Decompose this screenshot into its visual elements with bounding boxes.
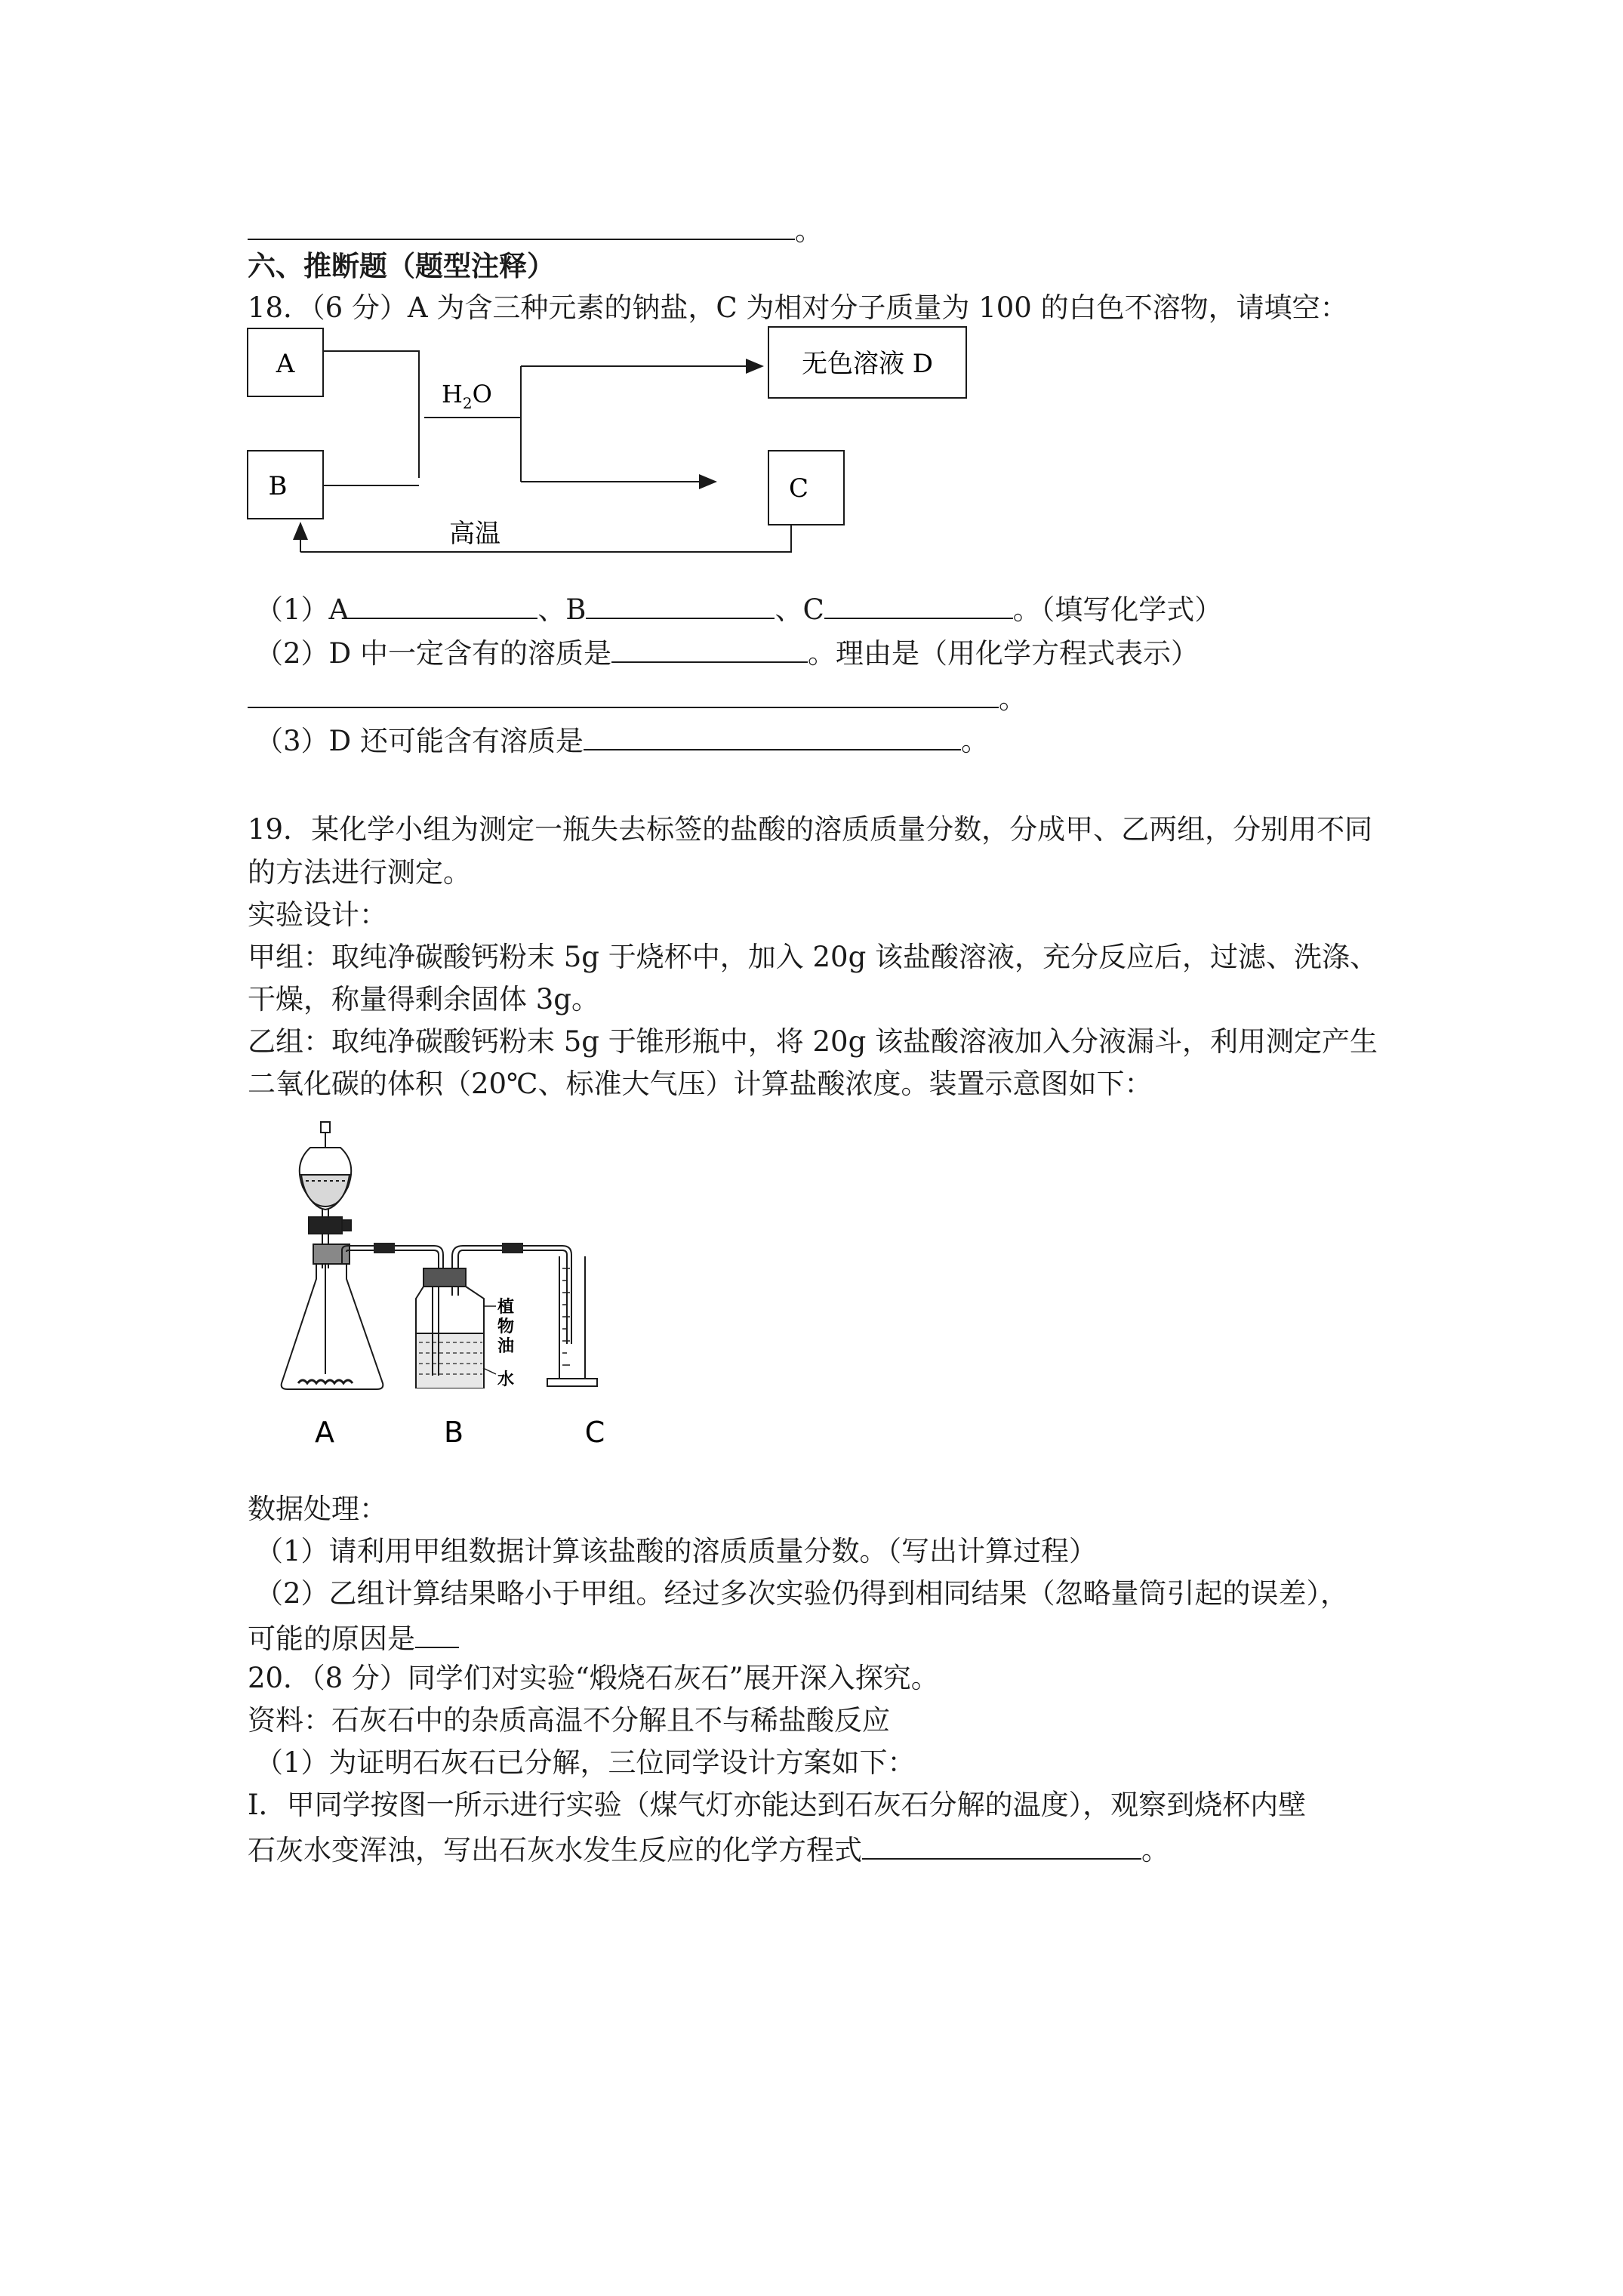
water-label: $H_2O$ [442, 380, 492, 412]
q20-i-line1: Ⅰ．甲同学按图一所示进行实验（煤气灯亦能达到石灰石分解的温度），观察到烧杯内壁 [248, 1789, 1307, 1821]
box-b-label: B [268, 471, 288, 501]
q18-stem: 18．（6 分）A 为含三种元素的钠盐，C 为相对分子质量为 100 的白色不溶物，请填空： [248, 291, 1348, 324]
q19-stem-line2: 的方法进行测定。 [248, 856, 471, 889]
section-heading: 六、推断题（题型注释） [248, 249, 555, 282]
q19-part2-line2: 可能的原因是 [248, 1618, 459, 1657]
q19-part1: （1）请利用甲组数据计算该盐酸的溶质质量分数。（写出计算过程） [255, 1535, 1098, 1567]
answer-blank-other-solute[interactable] [584, 720, 961, 750]
box-a-label: A [276, 349, 295, 379]
q19-jia-line1: 甲组：取纯净碳酸钙粉末 5g 于烧杯中，加入 20g 该盐酸溶液，充分反应后，过滤、洗涤、 [248, 941, 1378, 973]
answer-blank-c[interactable] [824, 589, 1013, 619]
heat-label: 高温 [449, 519, 500, 549]
return-line [300, 525, 791, 552]
q18-part1: （1）A 、B 、C 。（填写化学式） [255, 589, 1222, 628]
label-c: C [584, 1416, 605, 1449]
q20-i-line2: 石灰水变浑浊，写出石灰水发生反应的化学方程式 。 [248, 1829, 1169, 1869]
q20-part1: （1）为证明石灰石已分解，三位同学设计方案如下： [255, 1746, 916, 1779]
label-b: B [443, 1416, 464, 1449]
q19-design-label: 实验设计： [248, 898, 387, 931]
q18-part3: （3）D 还可能含有溶质是 。 [255, 720, 989, 760]
q19-stem-line1: 19．某化学小组为测定一瓶失去标签的盐酸的溶质质量分数，分成甲、乙两组，分别用不同 [248, 813, 1373, 846]
q18-inference-diagram [242, 321, 981, 570]
q18-part2: （2）D 中一定含有的溶质是 。理由是（用化学方程式表示） [255, 633, 1199, 672]
water-label: 水 [497, 1370, 515, 1389]
conical-flask-a [282, 1244, 396, 1389]
box-c-label: C [788, 473, 809, 504]
q20-info: 资料：石灰石中的杂质高温不分解且不与稀盐酸反应 [248, 1704, 890, 1737]
answer-blank-solute[interactable] [611, 633, 808, 663]
answer-blank-equation[interactable] [248, 678, 999, 708]
q19-part2-line1: （2）乙组计算结果略小于甲组。经过多次实验仍得到相同结果（忽略量筒引起的误差）， [255, 1577, 1349, 1610]
q19-yi-line2: 二氧化碳的体积（20℃、标准大气压）计算盐酸浓度。装置示意图如下： [248, 1068, 1153, 1100]
box-d-label: 无色溶液 D [801, 349, 934, 379]
connector-tube-bc [502, 1243, 523, 1253]
answer-blank-b[interactable] [586, 589, 775, 619]
connector-tube-ab [374, 1243, 395, 1253]
q19-data-label: 数据处理： [248, 1493, 387, 1525]
oil-label-2: 物 [497, 1318, 515, 1336]
oil-label-1: 植 [497, 1298, 515, 1317]
q19-yi-line1: 乙组：取纯净碳酸钙粉末 5g 于锥形瓶中，将 20g 该盐酸溶液加入分液漏斗，利用测定产生 [248, 1025, 1378, 1058]
wash-bottle-b [416, 1268, 484, 1388]
label-a: A [315, 1416, 334, 1449]
answer-blank-a[interactable] [349, 589, 537, 619]
answer-blank[interactable] [248, 210, 795, 240]
q18-part2-equation: 。 [248, 678, 1027, 717]
answer-blank-limewater-equation[interactable] [862, 1829, 1141, 1860]
q19-jia-line2: 干燥，称量得剩余固体 3g。 [248, 983, 599, 1015]
answer-blank-reason[interactable] [415, 1618, 459, 1648]
a-connector [323, 351, 419, 478]
q20-stem: 20．（8 分）同学们对实验“煅烧石灰石”展开深入探究。 [248, 1662, 939, 1694]
oil-label-3: 油 [497, 1337, 515, 1356]
gas-measurement-apparatus [268, 1117, 661, 1465]
prev-answer-line: 。 [248, 210, 823, 249]
